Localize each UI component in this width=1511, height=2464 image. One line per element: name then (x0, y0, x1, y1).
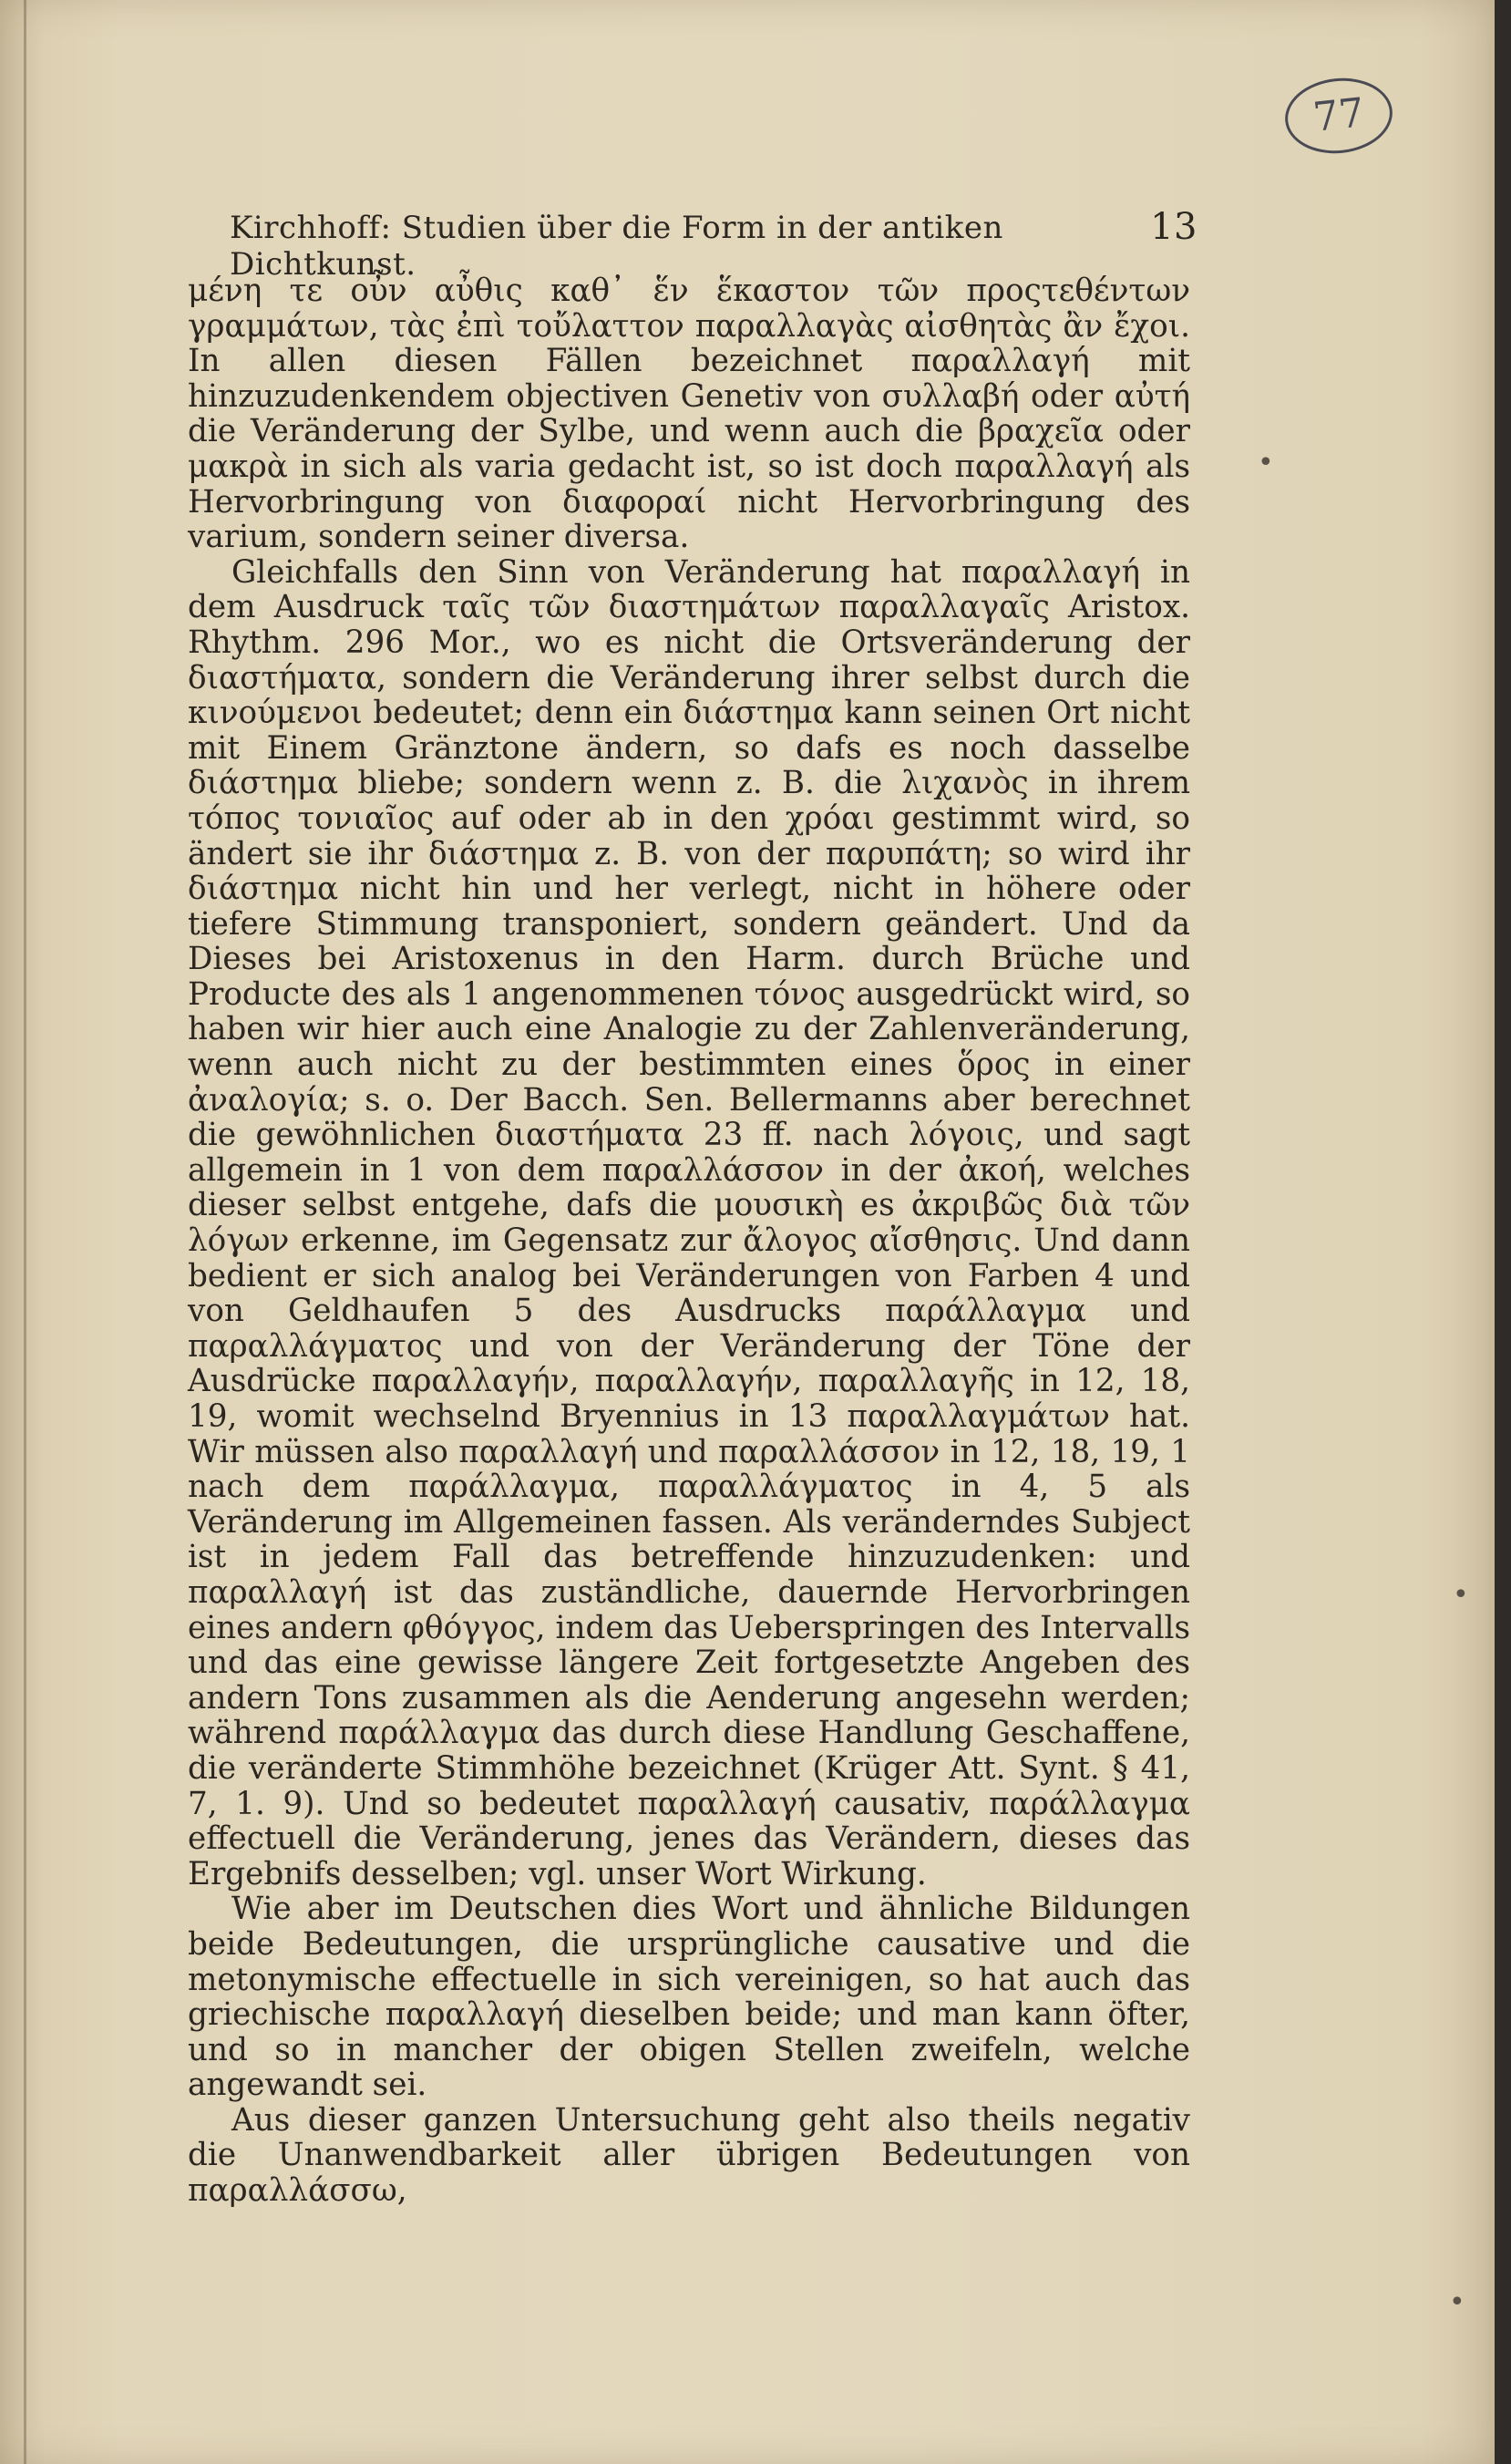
margin-mark: • (1258, 447, 1274, 479)
body-text (188, 273, 1190, 2279)
paragraph-4: Aus dieser ganzen Untersuchung geht also theils negativ die Unanwendbarkeit aller übrigen Bedeutungen von παραλλάσσω, (188, 2101, 1190, 2210)
stamp-number: 77 (1311, 89, 1367, 141)
binding-edge (24, 0, 26, 2464)
running-header (195, 206, 1197, 283)
paragraph-2: Gleichfalls den Sinn von Veränderung hat παραλλαγή in dem Ausdruck ταῖς τῶν διαστημάτων παραλλαγαῖς Aristox. Rhythm. 296 Mor., wo es nicht die Ortsveränderung der διαστήματα, sondern die Veränderung ihrer selbst durch die κινούμενοι bedeutet; denn ein διάστημα kann seinen Ort nicht mit Einem Gränztone ändern, so dafs es noch dasselbe διάστημα bliebe; sondern wenn z. B. die λιχανὸς in ihrem τόπος τονιαῖος auf oder ab in den χρόαι gestimmt wird, so ändert sie ihr διάστημα z. B. von der παρυπάτη; so wird ihr διάστημα nicht hin und her verlegt, nicht in höhere oder tiefere Stimmung transponiert, sondern geändert. Und da Dieses bei Aristoxenus in den Harm. durch Brüche und Producte des als 1 angenommenen τόνος ausgedrückt wird, so haben wir hier auch eine Analogie zu der Zahlenveränderung, wenn auch nicht zu der bestimmten eines ὅρος in einer ἀναλογία; s. o. Der Bacch. Sen. Bellermanns aber berechnet die gewöhnlichen διαστήματα 23 ff. nach λόγοις, und sagt allgemein in 1 von dem παραλλάσσον in der ἀκοή, welches dieser selbst entgehe, dafs die μουσικὴ es ἀκριβῶς διὰ τῶν λόγων erkenne, im Gegensatz zur ἄλογος αἴσθησις. Und dann bedient er sich analog bei Veränderungen von Farben 4 und von Geldhaufen 5 des Ausdrucks παράλλαγμα und παραλλάγματος und von der Veränderung der Töne der Ausdrücke παραλλαγήν, παραλλαγήν, παραλλαγῆς in 12, 18, 19, womit wechselnd Bryennius in 13 παραλλαγμάτων hat. Wir müssen also παραλλαγή und παραλλάσσον in 12, 18, 19, 1 nach dem παράλλαγμα, παραλλάγματος in 4, 5 als Veränderung im Allgemeinen fassen. Als veränderndes Subject ist in jedem Fall das betreffende hinzuzudenken: und παραλλαγή ist das zuständliche, dauernde Hervorbringen eines andern φθόγγος, indem das Ueberspringen des Intervalls und das eine gewisse längere Zeit fortgesetzte Angeben des andern Tons zusammen als die Aenderung angesehn werden; während παράλλαγμα das durch diese Handlung Geschaffene, die veränderte Stimmhöhe bezeichnet (Krüger Att. Synt. § 41, 7, 1. 9). Und so bedeutet παραλλαγή causativ, παράλλαγμα effectuell die Veränderung, jenes das Verändern, dieses das Ergebnifs desselben; vgl. unser Wort Wirkung. (188, 553, 1190, 1892)
running-head: Kirchhoff: Studien über die Form in der antiken Dichtkunst. (230, 210, 1003, 283)
margin-mark: • (1453, 1579, 1469, 1611)
page-number: 13 (1150, 206, 1197, 248)
paragraph-1: μένη τε οὖν αὖθις καθ᾽ ἕν ἕκαστον τῶν προςτεθέντων γραμμάτων, τὰς ἐπὶ τοὔλαττον παραλλαγὰς αἰσθητὰς ἂν ἔχοι. In allen diesen Fällen bezeichnet παραλλαγή mit hinzuzudenkendem objectiven Genetiv von συλλαβή oder αὐτή die Veränderung der Sylbe, und wenn auch die βραχεῖα oder μακρὰ in sich als varia gedacht ist, so ist doch παραλλαγή als Hervorbringung von διαφοραί nicht Hervorbringung des varium, sondern seiner diversa. (188, 273, 1190, 556)
paragraph-3: Wie aber im Deutschen dies Wort und ähnliche Bildungen beide Bedeutungen, die ursprüngliche causative und die metonymische effectuelle in sich vereinigen, so hat auch das griechische παραλλαγή dieselben beide; und man kann öfter, und so in mancher der obigen Stellen zweifeln, welche angewandt sei. (188, 1891, 1190, 2104)
margin-mark: • (1449, 2286, 1465, 2318)
library-stamp (1281, 73, 1396, 159)
